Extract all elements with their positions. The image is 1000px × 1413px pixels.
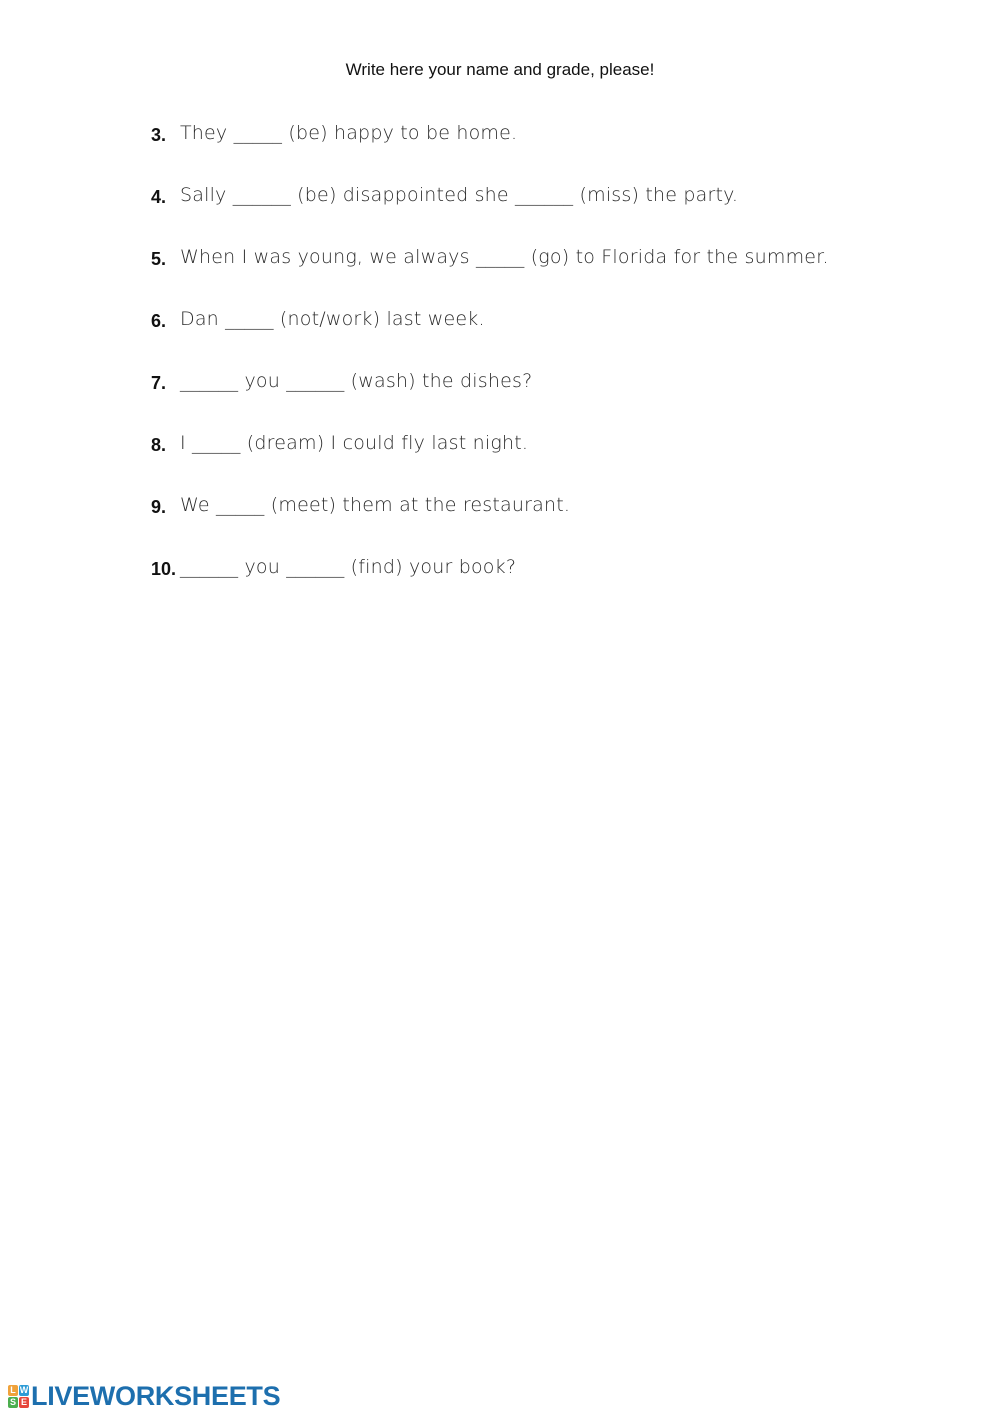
exercise-number: 9.: [151, 497, 167, 517]
exercise-sentence: We _____ (meet) them at the restaurant.: [180, 494, 571, 516]
exercise-number: 10.: [151, 559, 177, 579]
exercise-item-4: [151, 179, 911, 241]
exercise-sentence: Dan _____ (not/work) last week.: [180, 308, 485, 330]
exercise-number: 5.: [151, 249, 167, 269]
logo-mark-tile: S: [9, 1396, 16, 1407]
exercise-item-9: [151, 489, 911, 551]
logo-mark-icon: [8, 1385, 29, 1408]
exercise-item-10: [151, 551, 911, 613]
exercise-list: [151, 117, 911, 613]
exercise-sentence: ______ you ______ (find) your book?: [180, 556, 517, 578]
logo-mark-tile: W: [19, 1384, 29, 1395]
exercise-item-6: [151, 303, 911, 365]
exercise-item-5: [151, 241, 911, 303]
logo-mark-tile: E: [20, 1396, 27, 1407]
exercise-sentence: They _____ (be) happy to be home.: [180, 122, 518, 144]
exercise-sentence: When I was young, we always _____ (go) to Florida for the summer.: [180, 246, 829, 268]
exercise-sentence: Sally ______ (be) disappointed she ______ (miss) the party.: [180, 184, 739, 206]
exercise-number: 7.: [151, 373, 167, 393]
exercise-number: 6.: [151, 311, 167, 331]
name-grade-prompt: Write here your name and grade, please!: [345, 60, 655, 79]
exercise-sentence: ______ you ______ (wash) the dishes?: [180, 370, 533, 392]
exercise-item-7: [151, 365, 911, 427]
exercise-number: 3.: [151, 125, 167, 145]
exercise-number: 8.: [151, 435, 167, 455]
exercise-item-8: [151, 427, 911, 489]
logo-wordmark: LIVEWORKSHEETS: [31, 1380, 281, 1411]
exercise-sentence: I _____ (dream) I could fly last night.: [180, 432, 529, 454]
logo-mark-tile: L: [8, 1385, 18, 1396]
exercise-item-3: [151, 117, 911, 179]
liveworksheets-logo: [8, 1382, 280, 1410]
exercise-number: 4.: [151, 187, 167, 207]
